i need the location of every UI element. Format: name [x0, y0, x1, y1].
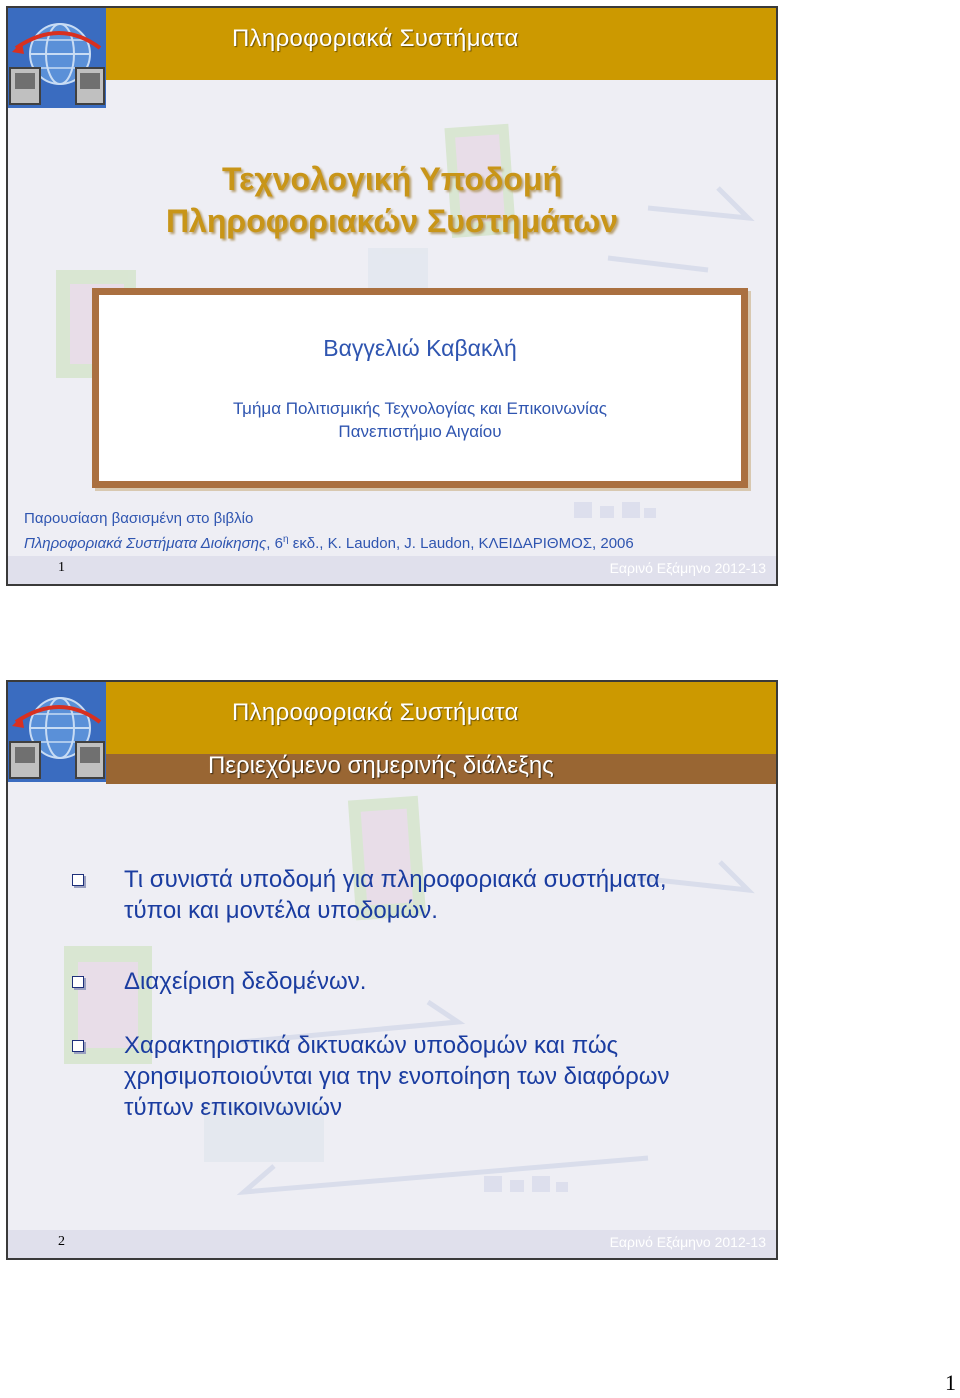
title-line-1: Τεχνολογική Υποδομή [221, 161, 563, 197]
checkbox-bullet-icon [72, 976, 84, 988]
source-line-1: Παρουσίαση βασισμένη στο βιβλίο [24, 510, 254, 527]
university: Πανεπιστήμιο Αιγαίου [338, 422, 502, 441]
slide-2 [6, 680, 778, 1260]
affiliation [99, 397, 741, 443]
subheader-bar [106, 754, 776, 784]
department: Τμήμα Πολιτισμικής Τεχνολογίας και Επικοινωνίας [233, 399, 607, 418]
book-title: Πληροφοριακά Συστήματα Διοίκησης [24, 535, 267, 552]
globe-icon [8, 8, 106, 108]
slide-subtitle: Περιεχόμενο σημερινής διάλεξης [208, 752, 554, 779]
slide-number: 2 [58, 1234, 65, 1249]
globe-computers-logo [8, 682, 106, 782]
presentation-title [8, 158, 776, 242]
page-number: 1 [945, 1370, 956, 1395]
header-title: Πληροφοριακά Συστήματα [232, 699, 519, 726]
bullet-text: Τι συνιστά υποδομή για πληροφοριακά συστήματα, τύποι και μοντέλα υποδομών. [124, 866, 667, 924]
globe-icon [8, 682, 106, 782]
title-line-2: Πληροφοριακών Συστημάτων [165, 203, 619, 239]
source-edition-prefix: , 6 [266, 535, 283, 552]
source-note [24, 508, 634, 554]
slide-number: 1 [58, 560, 65, 575]
bullet-text: Διαχείριση δεδομένων. [124, 968, 367, 995]
author-box [92, 288, 748, 488]
checkbox-bullet-icon [72, 874, 84, 886]
header-bar [8, 8, 776, 80]
source-citation: εκδ., K. Laudon, J. Laudon, ΚΛΕΙΔΑΡΙΘΜΟΣ, 2006 [288, 535, 634, 552]
globe-computers-logo [8, 8, 106, 108]
semester-label: Εαρινό Εξάμηνο 2012-13 [609, 1234, 766, 1250]
header-bar [8, 682, 776, 754]
source-line-2 [24, 529, 634, 554]
author-name: Βαγγελιώ Καβακλή [323, 335, 517, 361]
bullet-text: Χαρακτηριστικά δικτυακών υποδομών και πώς χρησιμοποιούνται για την ενοποίηση των διαφόρων τύπων επικοινωνιών [124, 1032, 670, 1121]
edition-superscript: η [282, 534, 289, 545]
slide-1 [6, 6, 778, 586]
semester-label: Εαρινό Εξάμηνο 2012-13 [609, 560, 766, 576]
header-title: Πληροφοριακά Συστήματα [232, 25, 519, 52]
checkbox-bullet-icon [72, 1040, 84, 1052]
